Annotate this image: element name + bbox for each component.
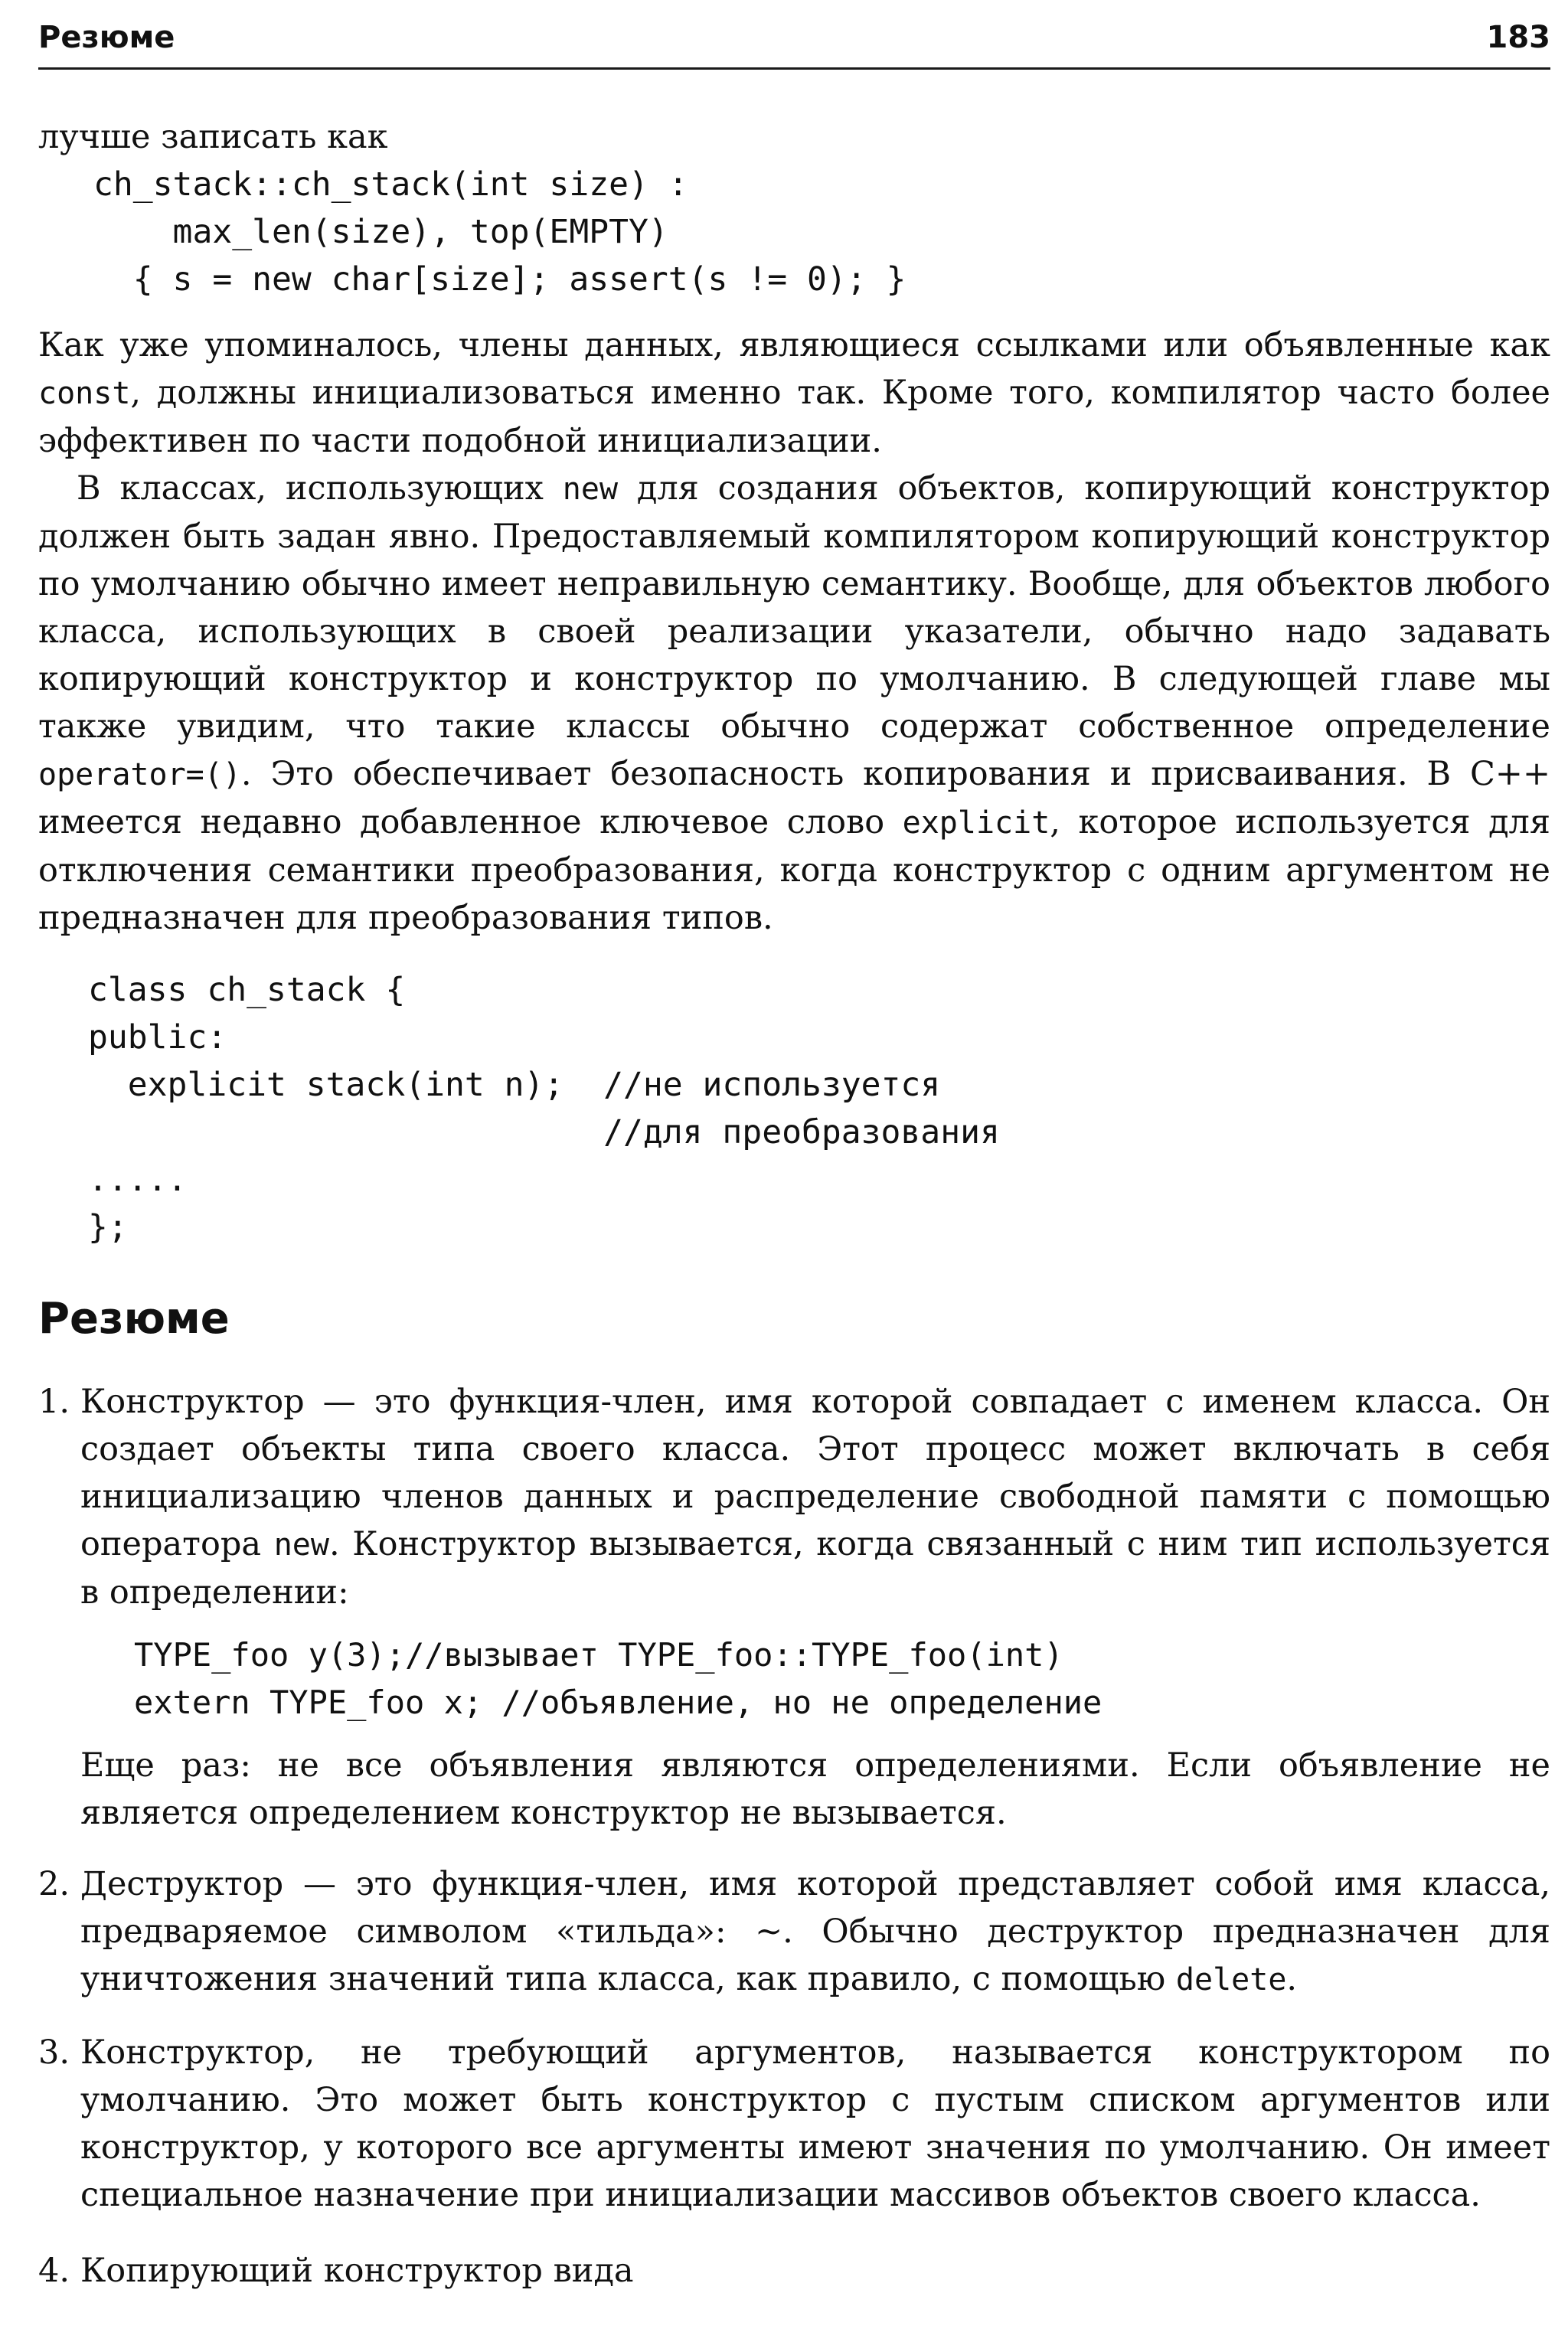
paragraph-const-init [38, 322, 1550, 465]
code-line: max_len(size), top(EMPTY) [93, 213, 668, 251]
item-body [80, 1860, 1550, 2004]
summary-item [38, 1378, 1550, 1837]
inline-code: const [38, 376, 131, 411]
summary-item [38, 1860, 1550, 2014]
paragraph-text: Деструктор — это функция-член, имя которой представляет собой имя класса, предваряемое символом «тильда»: ~. Обычно деструктор предназначен для уничтожения значений типа класса, как правило, с помощью [80, 1865, 1550, 1998]
inline-code: explicit [902, 805, 1050, 841]
summary-item [38, 2247, 1550, 2301]
code-line: class ch_stack { [88, 971, 406, 1009]
item-text [80, 1378, 1550, 1616]
inline-code: new [562, 472, 619, 507]
page-number: 183 [1486, 20, 1550, 55]
section-title: Резюме [38, 1294, 230, 1344]
code-line: public: [88, 1018, 227, 1057]
class-code-block [88, 966, 1000, 1251]
item-code-block [134, 1632, 1550, 1726]
paragraph-text: В классах, использующих [77, 469, 563, 508]
paragraph-text: , должны инициализоваться именно так. Кроме того, компилятор часто более эффективен по части подобной инициализации. [38, 374, 1550, 460]
item-body [80, 2247, 1550, 2295]
paragraph-copy-constructor [38, 465, 1550, 942]
running-header-title: Резюме [38, 20, 175, 55]
code-line: TYPE_foo y(3);//вызывает TYPE_foo::TYPE_foo(int) [134, 1636, 1063, 1674]
code-line: ..... [88, 1161, 188, 1199]
code-line: //для преобразования [88, 1113, 1000, 1151]
item-text [80, 1860, 1550, 2004]
item-number: 2. [38, 1865, 70, 1903]
item-body [80, 2029, 1550, 2219]
code-line: explicit stack(int n); //не используется [88, 1066, 941, 1104]
paragraph-text: . Это обеспечивает безопасность копирования и присваивания. В C++ имеется недавно добавленное ключевое слово [38, 755, 1550, 841]
item-body [80, 1378, 1550, 1837]
paragraph-text: . [1286, 1960, 1298, 1998]
paragraph-text: , которое используется для отключения семантики преобразования, когда конструктор с одним аргументом не предназначен для преобразования типов. [38, 803, 1551, 937]
intro-lead: лучше записать как [38, 118, 388, 156]
paragraph-text: для создания объектов, копирующий конструктор должен быть задан явно. Предоставляемый компилятором копирующий конструктор по умолчанию обычно имеет неправильную семантику. Вообще, для объектов любого класса, использующих в своей реализации указатели, обычно надо задавать копирующий конструктор и конструктор по умолчанию. В следующей главе мы также увидим, что такие классы обычно содержат собственное определение [38, 469, 1551, 746]
code-line: extern TYPE_foo x; //объявление, но не определение [134, 1684, 1102, 1721]
item-text: Конструктор, не требующий аргументов, называется конструктором по умолчанию. Это может быть конструктор с пустым списком аргументов или конструктор, у которого все аргументы имеют значения по умолчанию. Он имеет специальное назначение при инициализации массивов объектов своего класса. [80, 2033, 1550, 2214]
item-number: 4. [38, 2252, 70, 2290]
code-line: }; [88, 1208, 128, 1246]
paragraph-text: Как уже упоминалось, члены данных, являющиеся ссылками или объявленные как [38, 326, 1550, 364]
intro-code-block [93, 161, 906, 303]
item-text: Еще раз: не все объявления являются определениями. Если объявление не является определением конструктор не вызывается. [80, 1746, 1550, 1832]
running-header [38, 17, 1550, 70]
paragraph-text: Конструктор — это функция-член, имя которой совпадает с именем класса. Он создает объекты типа своего класса. Этот процесс может включать в себя инициализацию членов данных и распределение свободной памяти с помощью оператора [80, 1383, 1550, 1563]
code-line: ch_stack::ch_stack(int size) : [93, 165, 688, 204]
code-line: { s = new char[size]; assert(s != 0); } [93, 260, 906, 299]
item-number: 1. [38, 1383, 70, 1421]
inline-code: delete [1175, 1962, 1287, 1997]
paragraph-text: . Конструктор вызывается, когда связанный с ним тип используется в определении: [80, 1525, 1550, 1612]
inline-code: new [273, 1527, 329, 1563]
summary-item [38, 2029, 1550, 2228]
item-text: Копирующий конструктор вида [80, 2252, 634, 2290]
item-number: 3. [38, 2033, 70, 2072]
inline-code: operator=() [38, 757, 241, 792]
